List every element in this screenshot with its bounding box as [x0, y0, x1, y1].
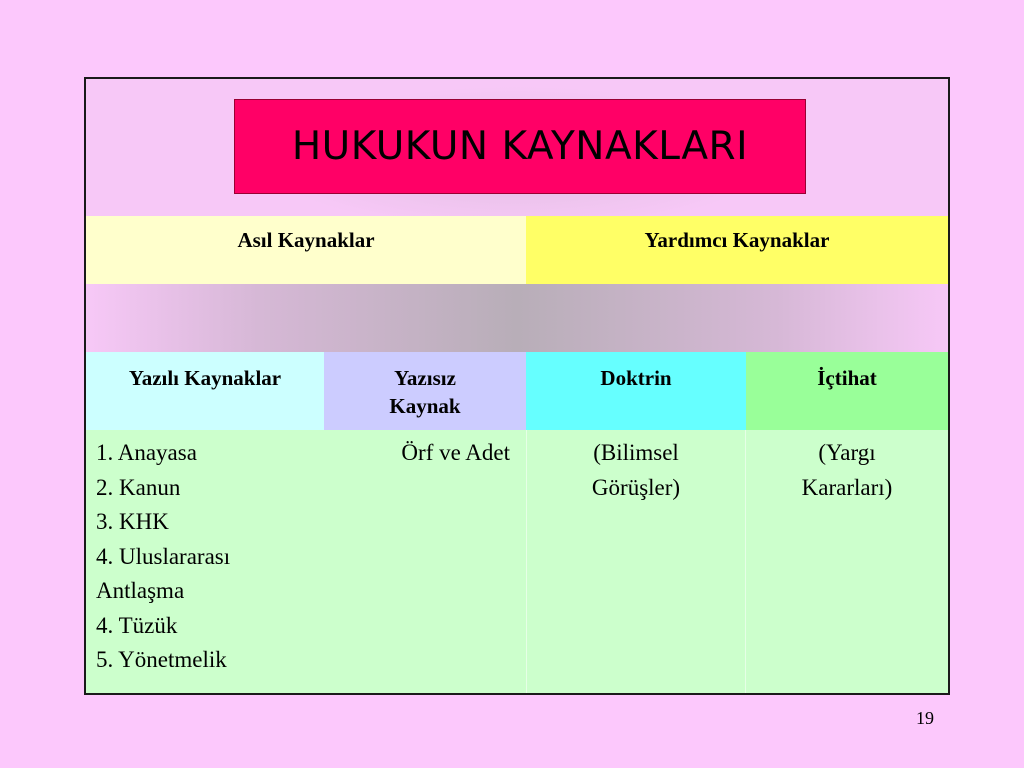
- primary-sources-header: Asıl Kaynaklar: [86, 216, 526, 284]
- secondary-sources-header: Yardımcı Kaynaklar: [526, 216, 948, 284]
- unwritten-source-label-line1: Yazısız: [394, 366, 456, 390]
- case-law-text-line2: Kararları): [801, 474, 893, 500]
- unwritten-source-content: [324, 430, 526, 693]
- title-box: [234, 99, 806, 194]
- case-law-text-line1: (Yargı: [818, 440, 876, 465]
- case-law-header: [746, 352, 948, 430]
- list-item: 5. Yönetmelik: [96, 647, 227, 672]
- divider-band: [86, 284, 948, 352]
- main-categories-row: [86, 216, 948, 284]
- custom-and-tradition-text: Örf ve Adet: [401, 440, 510, 465]
- content-row: [86, 430, 948, 693]
- doctrine-text-line1: (Bilimsel: [593, 440, 679, 465]
- title-band: [86, 79, 948, 216]
- case-law-content: [746, 430, 948, 693]
- sources-table: [84, 77, 950, 695]
- list-item: 4. Tüzük: [96, 612, 178, 638]
- doctrine-header: [526, 352, 746, 430]
- list-item: 4. Uluslararası: [96, 543, 231, 569]
- page-number: 19: [916, 708, 934, 728]
- doctrine-content: [526, 430, 746, 693]
- doctrine-label: Doktrin: [600, 366, 672, 390]
- unwritten-source-label-line2: Kaynak: [389, 394, 461, 418]
- doctrine-text-line2: Görüşler): [591, 474, 681, 500]
- list-item: 2. Kanun: [96, 474, 181, 500]
- list-item: 3. KHK: [96, 509, 169, 534]
- written-sources-label: Yazılı Kaynaklar: [128, 366, 282, 390]
- list-item: Antlaşma: [96, 578, 185, 603]
- unwritten-source-header: [324, 352, 526, 430]
- list-item: 1. Anayasa: [96, 440, 197, 465]
- written-sources-header: [86, 352, 324, 430]
- written-sources-list: [86, 430, 324, 693]
- sub-categories-row: [86, 352, 948, 430]
- page-title: HUKUKUN KAYNAKLARI: [291, 124, 749, 169]
- case-law-label: İçtihat: [817, 366, 877, 390]
